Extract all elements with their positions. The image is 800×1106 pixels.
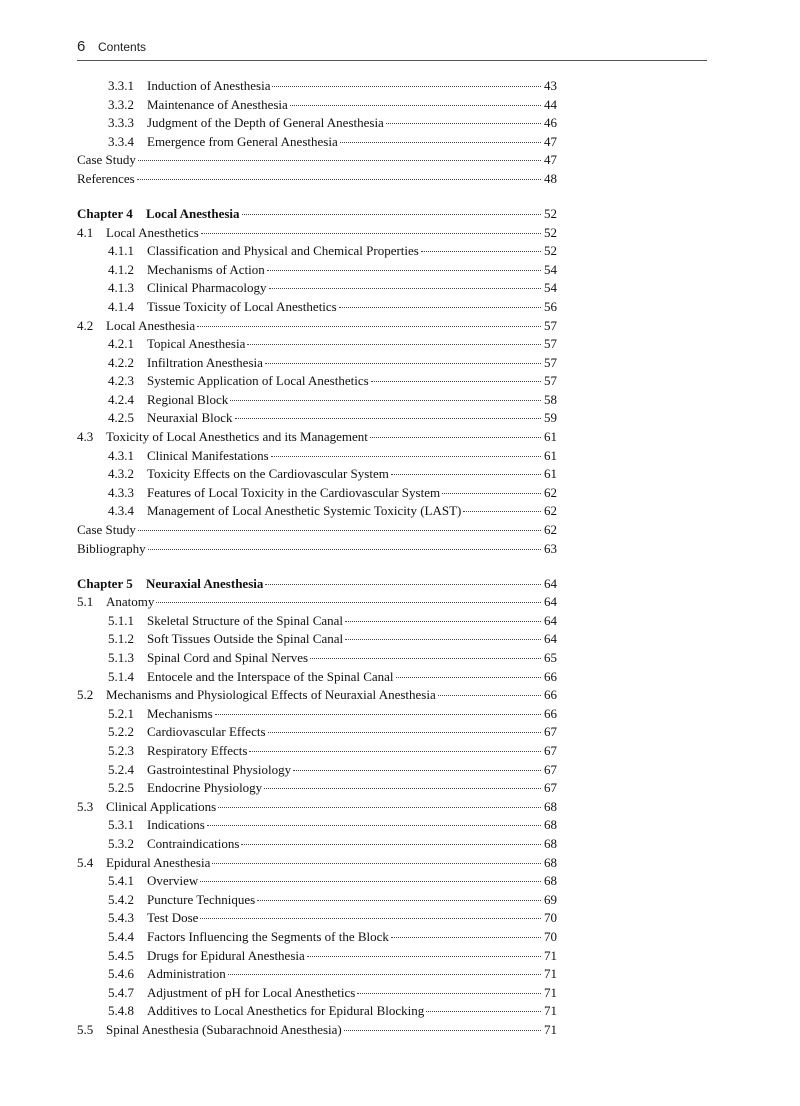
toc-entry-number: 3.3.3 bbox=[108, 115, 134, 131]
dot-leader bbox=[357, 993, 541, 994]
toc-entry-number: 5.2.1 bbox=[108, 705, 134, 721]
toc-entry-number: 5.2 bbox=[77, 687, 94, 703]
toc-entry-title: Local Anesthesia bbox=[146, 205, 240, 221]
toc-entry-number: 5.4.8 bbox=[108, 1003, 134, 1019]
toc-entry[interactable] bbox=[77, 372, 557, 391]
toc-entry[interactable] bbox=[77, 261, 557, 280]
toc-entry-number: 4.2.1 bbox=[108, 336, 134, 352]
toc-entry-title: Overview bbox=[147, 873, 199, 889]
dot-leader bbox=[242, 214, 541, 215]
toc-entry-page: 64 bbox=[544, 594, 557, 610]
toc-entry-number: 5.4.7 bbox=[108, 984, 134, 1000]
toc-entry-number: 4.2.5 bbox=[108, 410, 134, 426]
dot-leader bbox=[271, 456, 541, 457]
toc-entry-page: 70 bbox=[544, 928, 557, 944]
toc-entry-page: 54 bbox=[544, 261, 557, 277]
dot-leader bbox=[137, 179, 541, 180]
toc-entry-number: 4.3.4 bbox=[108, 503, 134, 519]
toc-entry-title: Clinical Pharmacology bbox=[147, 280, 267, 296]
toc-entry[interactable] bbox=[77, 224, 557, 243]
toc-entry-page: 66 bbox=[544, 705, 557, 721]
toc-entry-title: Neuraxial Block bbox=[147, 410, 233, 426]
dot-leader bbox=[215, 714, 541, 715]
toc-entry[interactable] bbox=[77, 133, 557, 152]
dot-leader bbox=[307, 956, 541, 957]
toc-entry[interactable] bbox=[77, 391, 557, 410]
toc-entry-title: Cardiovascular Effects bbox=[147, 724, 266, 740]
toc-entry-title: Contraindications bbox=[147, 835, 240, 851]
toc-entry-number: 4.1.3 bbox=[108, 280, 134, 296]
toc-entry-title: Infiltration Anesthesia bbox=[147, 354, 263, 370]
dot-leader bbox=[463, 511, 541, 512]
dot-leader bbox=[148, 549, 541, 550]
toc-entry[interactable] bbox=[77, 354, 557, 373]
toc-entry[interactable] bbox=[77, 686, 557, 705]
toc-entry[interactable] bbox=[77, 854, 557, 873]
toc-entry-number: 5.2.3 bbox=[108, 742, 134, 758]
dot-leader bbox=[241, 844, 541, 845]
toc-entry-number: 5.1 bbox=[77, 594, 94, 610]
dot-leader bbox=[344, 1030, 541, 1031]
dot-leader bbox=[290, 105, 541, 106]
toc-entry-title: Administration bbox=[147, 966, 226, 982]
toc-entry[interactable] bbox=[77, 540, 557, 559]
toc-entry-number: 5.1.4 bbox=[108, 668, 134, 684]
toc-entry-title: Case Study bbox=[77, 522, 136, 538]
toc-entry-number: 4.1.2 bbox=[108, 261, 134, 277]
toc-entry-page: 54 bbox=[544, 280, 557, 296]
toc-entry-page: 71 bbox=[544, 984, 557, 1000]
toc-entry-page: 62 bbox=[544, 484, 557, 500]
toc-entry[interactable] bbox=[77, 409, 557, 428]
toc-entry-number: Chapter 5 bbox=[77, 575, 133, 591]
toc-entry-title: Drugs for Epidural Anesthesia bbox=[147, 947, 305, 963]
dot-leader bbox=[201, 233, 541, 234]
toc-entry-page: 64 bbox=[544, 575, 557, 591]
toc-entry[interactable] bbox=[77, 465, 557, 484]
running-header-title: Contents bbox=[98, 40, 147, 54]
toc-entry[interactable] bbox=[77, 521, 557, 540]
toc-entry-page: 67 bbox=[544, 742, 557, 758]
dot-leader bbox=[421, 251, 541, 252]
toc-entry-title: Puncture Techniques bbox=[147, 891, 256, 907]
toc-entry-page: 43 bbox=[544, 78, 557, 93]
toc-entry-title: Indications bbox=[147, 817, 205, 833]
toc-entry-title: Test Dose bbox=[147, 910, 199, 926]
dot-leader bbox=[268, 732, 541, 733]
toc-entry-page: 62 bbox=[544, 503, 557, 519]
toc-entry-number: 4.2.2 bbox=[108, 354, 134, 370]
toc-entry-page: 70 bbox=[544, 910, 557, 926]
toc-entry-page: 52 bbox=[544, 205, 557, 221]
toc-entry-page: 71 bbox=[544, 947, 557, 963]
dot-leader bbox=[438, 695, 541, 696]
dot-leader bbox=[371, 381, 541, 382]
toc-entry-page: 52 bbox=[544, 224, 557, 240]
dot-leader bbox=[207, 825, 541, 826]
toc-entry-title: Additives to Local Anesthetics for Epidural Blocking bbox=[147, 1003, 425, 1019]
toc-entry[interactable] bbox=[77, 761, 557, 780]
dot-leader bbox=[264, 788, 541, 789]
toc-entry[interactable] bbox=[77, 484, 557, 503]
toc-entry-title: Bibliography bbox=[77, 540, 146, 556]
toc-entry[interactable] bbox=[77, 170, 557, 189]
toc-entry-number: 4.1 bbox=[77, 224, 94, 240]
toc-entry-number: 5.2.5 bbox=[108, 780, 134, 796]
toc-entry[interactable] bbox=[77, 705, 557, 724]
toc-entry-number: 5.4.6 bbox=[108, 966, 134, 982]
toc-entry-page: 63 bbox=[544, 540, 557, 556]
toc-entry[interactable] bbox=[77, 242, 557, 261]
toc-entry-title: Tissue Toxicity of Local Anesthetics bbox=[147, 298, 337, 314]
toc-entry[interactable] bbox=[77, 335, 557, 354]
toc-entry-page: 57 bbox=[544, 317, 557, 333]
toc-entry-number: 5.4.2 bbox=[108, 891, 134, 907]
toc-entry[interactable] bbox=[77, 816, 557, 835]
toc-entry[interactable] bbox=[77, 151, 557, 170]
dot-leader bbox=[272, 86, 541, 87]
dot-leader bbox=[249, 751, 541, 752]
toc-entry-page: 71 bbox=[544, 1021, 557, 1037]
toc-entry[interactable] bbox=[77, 649, 557, 668]
toc-entry-title: Anatomy bbox=[106, 594, 155, 610]
toc-entry-number: Chapter 4 bbox=[77, 205, 133, 221]
toc-entry-page: 67 bbox=[544, 780, 557, 796]
toc-entry[interactable] bbox=[77, 502, 557, 521]
toc-entry-title: Gastrointestinal Physiology bbox=[147, 761, 292, 777]
table-of-contents bbox=[77, 77, 557, 1039]
toc-entry-title: Spinal Anesthesia (Subarachnoid Anesthesia) bbox=[106, 1021, 342, 1037]
toc-entry-page: 59 bbox=[544, 410, 557, 426]
toc-entry-page: 47 bbox=[544, 152, 557, 168]
toc-entry-title: Mechanisms bbox=[147, 705, 213, 721]
toc-entry[interactable] bbox=[77, 1002, 557, 1021]
toc-entry-title: Entocele and the Interspace of the Spinal Canal bbox=[147, 668, 394, 684]
toc-entry-page: 57 bbox=[544, 373, 557, 389]
toc-entry[interactable] bbox=[77, 593, 557, 612]
dot-leader bbox=[265, 584, 541, 585]
toc-entry-title: Emergence from General Anesthesia bbox=[147, 133, 338, 149]
toc-entry-number: 5.4.4 bbox=[108, 928, 134, 944]
dot-leader bbox=[257, 900, 541, 901]
toc-entry-title: Mechanisms and Physiological Effects of Neuraxial Anesthesia bbox=[106, 687, 436, 703]
toc-entry-number: 4.3 bbox=[77, 429, 94, 445]
toc-entry-page: 46 bbox=[544, 115, 557, 131]
toc-entry-page: 68 bbox=[544, 873, 557, 889]
toc-entry-number: 5.1.2 bbox=[108, 631, 134, 647]
toc-entry-page: 66 bbox=[544, 687, 557, 703]
dot-leader bbox=[156, 602, 541, 603]
toc-entry[interactable] bbox=[77, 891, 557, 910]
toc-entry-number: 4.3.1 bbox=[108, 447, 134, 463]
toc-entry[interactable] bbox=[77, 779, 557, 798]
page-number: 6 bbox=[77, 38, 86, 55]
dot-leader bbox=[138, 160, 541, 161]
toc-entry-title: Adjustment of pH for Local Anesthetics bbox=[147, 984, 356, 1000]
toc-entry-title: Endocrine Physiology bbox=[147, 780, 263, 796]
dot-leader bbox=[200, 881, 541, 882]
dot-leader bbox=[269, 288, 541, 289]
toc-entry-page: 52 bbox=[544, 243, 557, 259]
toc-entry-page: 68 bbox=[544, 835, 557, 851]
dot-leader bbox=[265, 363, 541, 364]
dot-leader bbox=[442, 493, 541, 494]
toc-entry-number: 5.4.5 bbox=[108, 947, 134, 963]
toc-entry-title: Toxicity of Local Anesthetics and its Management bbox=[106, 429, 368, 445]
dot-leader bbox=[345, 621, 541, 622]
toc-entry-number: 4.1.1 bbox=[108, 243, 134, 259]
toc-entry-page: 57 bbox=[544, 354, 557, 370]
dot-leader bbox=[370, 437, 541, 438]
toc-entry-number: 5.5 bbox=[77, 1021, 94, 1037]
toc-entry[interactable] bbox=[77, 742, 557, 761]
toc-entry-title: Soft Tissues Outside the Spinal Canal bbox=[147, 631, 344, 647]
toc-entry[interactable] bbox=[77, 1021, 557, 1040]
toc-entry-page: 71 bbox=[544, 1003, 557, 1019]
toc-entry-page: 57 bbox=[544, 336, 557, 352]
toc-entry-title: Neuraxial Anesthesia bbox=[146, 575, 264, 591]
toc-entry-number: 5.4.3 bbox=[108, 910, 134, 926]
toc-entry-title: Judgment of the Depth of General Anesthesia bbox=[147, 115, 384, 131]
toc-entry-number: 5.2.2 bbox=[108, 724, 134, 740]
toc-entry-title: Epidural Anesthesia bbox=[106, 854, 211, 870]
toc-entry-number: 4.3.2 bbox=[108, 466, 134, 482]
toc-entry-title: Systemic Application of Local Anesthetics bbox=[147, 373, 369, 389]
dot-leader bbox=[235, 418, 541, 419]
toc-entry[interactable] bbox=[77, 835, 557, 854]
toc-entry-number: 5.1.3 bbox=[108, 650, 134, 665]
toc-entry-page: 44 bbox=[544, 96, 557, 112]
toc-entry-number: 4.2 bbox=[77, 317, 94, 333]
dot-leader bbox=[340, 142, 541, 143]
dot-leader bbox=[228, 974, 541, 975]
toc-entry-title: Features of Local Toxicity in the Cardiovascular System bbox=[147, 484, 441, 500]
toc-entry-number: 5.3.1 bbox=[108, 817, 134, 833]
dot-leader bbox=[396, 677, 541, 678]
toc-entry[interactable] bbox=[77, 723, 557, 742]
toc-entry-title: Spinal Cord and Spinal Nerves bbox=[147, 650, 309, 665]
dot-leader bbox=[197, 326, 541, 327]
toc-entry-title: Skeletal Structure of the Spinal Canal bbox=[147, 612, 344, 628]
toc-entry-page: 67 bbox=[544, 761, 557, 777]
toc-entry[interactable] bbox=[77, 428, 557, 447]
toc-entry[interactable] bbox=[77, 77, 557, 96]
toc-entry-page: 47 bbox=[544, 133, 557, 149]
toc-entry-page: 61 bbox=[544, 429, 557, 445]
page-header bbox=[77, 36, 707, 61]
dot-leader bbox=[247, 344, 541, 345]
toc-entry-number: 5.3.2 bbox=[108, 835, 134, 851]
toc-entry-page: 62 bbox=[544, 522, 557, 538]
toc-entry[interactable] bbox=[77, 612, 557, 631]
dot-leader bbox=[138, 530, 541, 531]
dot-leader bbox=[218, 807, 541, 808]
dot-leader bbox=[200, 918, 541, 919]
toc-entry-page: 64 bbox=[544, 631, 557, 647]
toc-entry-number: 3.3.1 bbox=[108, 78, 134, 93]
toc-entry-title: Factors Influencing the Segments of the Block bbox=[147, 928, 389, 944]
toc-entry[interactable] bbox=[77, 872, 557, 891]
toc-entry-page: 69 bbox=[544, 891, 557, 907]
toc-entry-title: Maintenance of Anesthesia bbox=[147, 96, 288, 112]
toc-entry-title: Toxicity Effects on the Cardiovascular System bbox=[147, 466, 389, 482]
toc-entry[interactable] bbox=[77, 947, 557, 966]
toc-entry-page: 71 bbox=[544, 966, 557, 982]
toc-entry-page: 61 bbox=[544, 466, 557, 482]
toc-entry-number: 4.3.3 bbox=[108, 484, 134, 500]
toc-entry-title: Mechanisms of Action bbox=[147, 261, 265, 277]
toc-entry-title: Regional Block bbox=[147, 391, 229, 407]
toc-entry-page: 68 bbox=[544, 817, 557, 833]
toc-entry-title: Respiratory Effects bbox=[147, 742, 248, 758]
toc-entry-title: Induction of Anesthesia bbox=[147, 78, 271, 93]
toc-entry-page: 67 bbox=[544, 724, 557, 740]
toc-entry-title: Local Anesthesia bbox=[106, 317, 196, 333]
toc-entry[interactable] bbox=[77, 114, 557, 133]
dot-leader bbox=[310, 658, 541, 659]
toc-entry[interactable] bbox=[77, 668, 557, 687]
toc-entry-title: Clinical Applications bbox=[106, 798, 217, 814]
toc-entry-number: 4.2.4 bbox=[108, 391, 134, 407]
toc-entry-number: 4.2.3 bbox=[108, 373, 134, 389]
toc-entry-number: 5.4.1 bbox=[108, 873, 134, 889]
toc-entry-page: 64 bbox=[544, 612, 557, 628]
toc-entry-number: 3.3.4 bbox=[108, 133, 134, 149]
dot-leader bbox=[345, 639, 541, 640]
toc-entry-title: Topical Anesthesia bbox=[147, 336, 246, 352]
toc-chapter-entry[interactable] bbox=[77, 205, 557, 224]
dot-leader bbox=[212, 863, 541, 864]
toc-entry-page: 65 bbox=[544, 650, 557, 665]
toc-entry-page: 68 bbox=[544, 854, 557, 870]
toc-entry[interactable] bbox=[77, 909, 557, 928]
dot-leader bbox=[391, 474, 541, 475]
toc-entry-number: 5.3 bbox=[77, 798, 94, 814]
toc-entry[interactable] bbox=[77, 965, 557, 984]
toc-chapter-entry[interactable] bbox=[77, 575, 557, 594]
toc-entry-number: 5.2.4 bbox=[108, 761, 134, 777]
toc-entry-page: 66 bbox=[544, 668, 557, 684]
toc-entry-page: 61 bbox=[544, 447, 557, 463]
toc-entry-title: Case Study bbox=[77, 152, 136, 168]
toc-entry[interactable] bbox=[77, 298, 557, 317]
toc-entry-page: 58 bbox=[544, 391, 557, 407]
dot-leader bbox=[267, 270, 541, 271]
dot-leader bbox=[293, 770, 541, 771]
toc-entry-number: 4.1.4 bbox=[108, 298, 134, 314]
dot-leader bbox=[426, 1011, 541, 1012]
toc-entry-title: Classification and Physical and Chemical Properties bbox=[147, 243, 419, 259]
toc-entry[interactable] bbox=[77, 630, 557, 649]
toc-entry-title: Local Anesthetics bbox=[106, 224, 199, 240]
dot-leader bbox=[339, 307, 541, 308]
dot-leader bbox=[230, 400, 541, 401]
toc-entry[interactable] bbox=[77, 447, 557, 466]
toc-entry[interactable] bbox=[77, 798, 557, 817]
toc-entry-number: 3.3.2 bbox=[108, 96, 134, 112]
toc-entry-page: 48 bbox=[544, 170, 557, 186]
toc-entry[interactable] bbox=[77, 96, 557, 115]
toc-entry-title: Management of Local Anesthetic Systemic Toxicity (LAST) bbox=[147, 503, 462, 519]
toc-entry[interactable] bbox=[77, 317, 557, 336]
toc-entry-title: Clinical Manifestations bbox=[147, 447, 269, 463]
dot-leader bbox=[391, 937, 541, 938]
toc-entry-number: 5.4 bbox=[77, 854, 94, 870]
toc-entry[interactable] bbox=[77, 984, 557, 1003]
toc-entry[interactable] bbox=[77, 279, 557, 298]
toc-entry-number: 5.1.1 bbox=[108, 612, 134, 628]
toc-entry-page: 68 bbox=[544, 798, 557, 814]
toc-entry-title: References bbox=[77, 170, 135, 186]
dot-leader bbox=[386, 123, 541, 124]
toc-entry-page: 56 bbox=[544, 298, 557, 314]
toc-entry[interactable] bbox=[77, 928, 557, 947]
